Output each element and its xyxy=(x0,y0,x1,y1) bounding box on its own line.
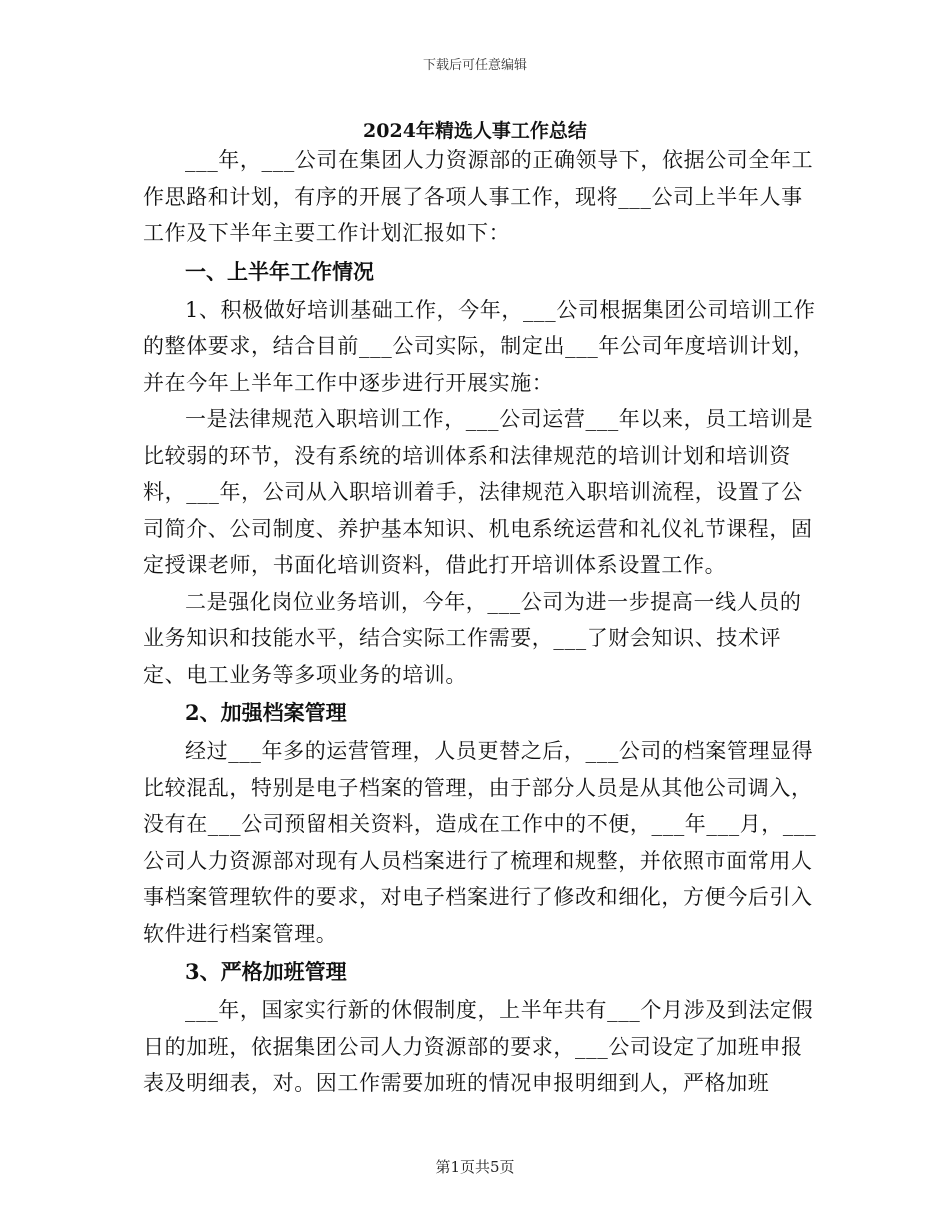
archives-paragraph: 经过___年多的运营管理，人员更替之后，___公司的档案管理显得比较混乱，特别是电子档案的管理，由于部分人员是从其他公司调入，没有在___公司预留相关资料，造成在工作中的不便，___年___月，___公司人力资源部对现有人员档案进行了梳理和规整，并依照市面常用人事档案管理软件的要求，对电子档案进行了修改和细化，方便今后引入软件进行档案管理。 xyxy=(143,739,817,946)
document-title: 2024年精选人事工作总结 xyxy=(363,120,587,142)
section-heading-overtime: 3、严格加班管理 xyxy=(185,959,347,984)
section-heading-archives: 2、加强档案管理 xyxy=(185,700,347,725)
intro-paragraph: ___年，___公司在集团人力资源部的正确领导下，依据公司全年工作思路和计划，有序的开展了各项人事工作，现将___公司上半年人事工作及下半年主要工作计划汇报如下： xyxy=(143,148,814,245)
section-heading-first-half: 一、上半年工作情况 xyxy=(185,258,374,284)
onboarding-training-paragraph: 一是法律规范入职培训工作，___公司运营___年以来，员工培训是比较弱的环节，没有系统的培训体系和法律规范的培训计划和培训资料，___年，公司从入职培训着手，法律规范入职培训流程，设置了公司简介、公司制度、养护基本知识、机电系统运营和礼仪礼节课程，固定授课老师，书面化培训资料，借此打开培训体系设置工作。 xyxy=(143,407,814,577)
page-number-footer: 第1页共5页 xyxy=(435,1158,515,1176)
document-body xyxy=(143,142,823,1102)
training-paragraph: 1、积极做好培训基础工作，今年，___公司根据集团公司培训工作的整体要求，结合目前___公司实际，制定出___年公司年度培训计划，并在今年上半年工作中逐步进行开展实施： xyxy=(143,297,816,395)
job-training-paragraph: 二是强化岗位业务培训，今年，___公司为进一步提高一线人员的业务知识和技能水平，结合实际工作需要，___了财会知识、技术评定、电工业务等多项业务的培训。 xyxy=(143,589,802,687)
overtime-paragraph: ___年，国家实行新的休假制度，上半年共有___个月涉及到法定假日的加班，依据集团公司人力资源部的要求，___公司设定了加班申报表及明细表，对。因工作需要加班的情况申报明细到人，严格加班 xyxy=(143,998,814,1095)
page-header-note: 下载后可任意编辑 xyxy=(422,58,527,73)
